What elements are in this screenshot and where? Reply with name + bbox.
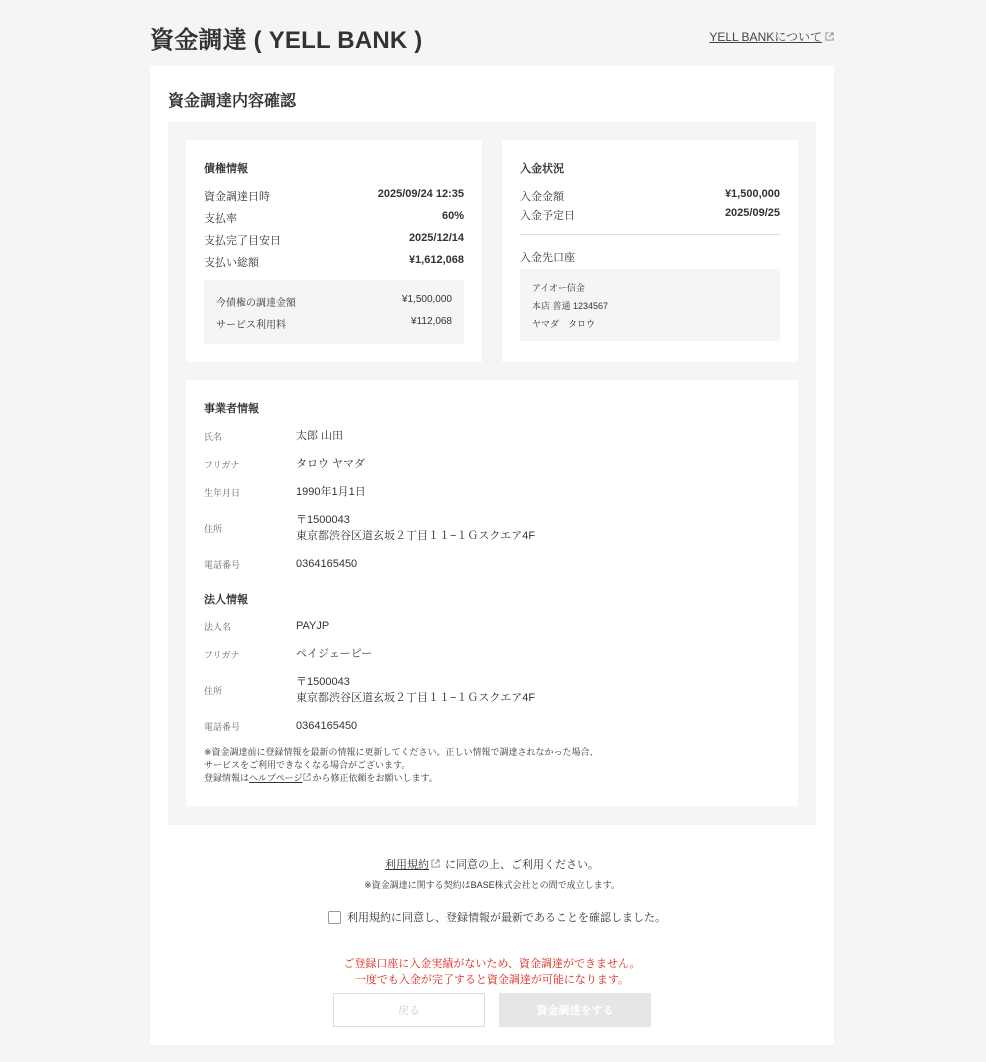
deposit-row bbox=[520, 207, 780, 223]
address: 東京都渋谷区道玄坂２丁目１１−１Ｇスクエア4F bbox=[296, 530, 536, 542]
info-value bbox=[296, 674, 535, 706]
notice-line: サービスをご利用できなくなる場合がございます。 bbox=[204, 760, 411, 770]
section-title: 資金調達内容確認 bbox=[168, 93, 297, 110]
info-label: 生年月日 bbox=[204, 487, 241, 498]
business-row bbox=[204, 512, 535, 544]
row-label: 入金予定日 bbox=[520, 210, 575, 222]
row-label: 入金金額 bbox=[520, 191, 564, 203]
address: 東京都渋谷区道玄坂２丁目１１−１Ｇスクエア4F bbox=[296, 692, 536, 704]
deposit-row bbox=[520, 188, 780, 204]
info-value: 1990年1月1日 bbox=[296, 486, 366, 498]
help-page-link[interactable]: ヘルプページ bbox=[249, 773, 303, 783]
deposit-status-box bbox=[502, 140, 798, 362]
info-label: 電話番号 bbox=[204, 559, 241, 570]
postal-code: 〒1500043 bbox=[296, 676, 350, 688]
row-value: ¥1,500,000 bbox=[724, 188, 780, 200]
divider bbox=[520, 234, 780, 235]
notice-text: 登録情報は bbox=[204, 773, 250, 783]
breakdown-label: サービス利用料 bbox=[216, 320, 286, 331]
info-value: PAYJP bbox=[296, 620, 330, 632]
info-value: ペイジェーピー bbox=[296, 648, 373, 660]
notice-line: ※資金調達前に登録情報を最新の情報に更新してください。正しい情報で調達されなかった場合、 bbox=[204, 747, 599, 757]
breakdown-value: ¥112,068 bbox=[411, 316, 452, 327]
terms-line bbox=[150, 856, 834, 872]
row-label: 支払率 bbox=[204, 213, 237, 225]
credit-info-title: 債権情報 bbox=[204, 163, 248, 175]
row-value: 2025/09/25 bbox=[724, 207, 780, 219]
breakdown-row bbox=[216, 294, 452, 309]
notice-text: から修正依頼をお願いします。 bbox=[312, 773, 438, 783]
info-label: 住所 bbox=[204, 523, 223, 534]
credit-row bbox=[204, 210, 464, 226]
info-value: タロウ ヤマダ bbox=[296, 458, 366, 470]
info-label: フリガナ bbox=[204, 649, 240, 660]
business-info-box bbox=[186, 380, 798, 806]
external-link-icon bbox=[431, 859, 440, 868]
confirmation-card bbox=[150, 66, 834, 1045]
row-label: 支払完了目安日 bbox=[204, 235, 281, 247]
info-label: 住所 bbox=[204, 685, 223, 696]
account-line: ヤマダ タロウ bbox=[532, 319, 596, 329]
corporate-row bbox=[204, 646, 372, 662]
info-value: 0364165450 bbox=[296, 720, 358, 732]
credit-info-box bbox=[186, 140, 482, 362]
notice-line bbox=[204, 772, 599, 785]
external-link-icon bbox=[303, 773, 311, 781]
info-value: 0364165450 bbox=[296, 558, 358, 570]
page-title: 資金調達 ( YELL BANK ) bbox=[150, 27, 423, 54]
submit-funding-button[interactable]: 資金調達をする bbox=[499, 993, 651, 1027]
corporate-info-title: 法人情報 bbox=[204, 594, 248, 606]
error-message bbox=[150, 956, 834, 988]
credit-row bbox=[204, 254, 464, 270]
info-label: 法人名 bbox=[204, 621, 232, 632]
corporate-row bbox=[204, 674, 535, 706]
external-link-icon bbox=[825, 32, 834, 41]
business-row bbox=[204, 484, 366, 500]
credit-row bbox=[204, 188, 464, 204]
credit-breakdown-box bbox=[204, 280, 464, 344]
row-value: 2025/09/24 12:35 bbox=[377, 188, 464, 200]
breakdown-row bbox=[216, 316, 452, 331]
row-label: 支払い総額 bbox=[204, 257, 259, 269]
error-line: ご登録口座に入金実績がないため、資金調達ができません。 bbox=[343, 958, 641, 970]
business-info-title: 事業者情報 bbox=[204, 403, 259, 415]
row-value: 60% bbox=[441, 210, 464, 222]
agreement-checkbox-row[interactable] bbox=[328, 909, 666, 925]
contract-note: ※資金調達に関する契約はBASE株式会社との間で成立します。 bbox=[364, 880, 620, 890]
row-value: 2025/12/14 bbox=[408, 232, 464, 244]
corporate-row bbox=[204, 618, 329, 634]
terms-link[interactable]: 利用規約 bbox=[384, 859, 429, 871]
back-button[interactable]: 戻る bbox=[333, 993, 485, 1027]
error-line: 一度でも入金が完了すると資金調達が可能になります。 bbox=[354, 974, 630, 986]
info-label: 電話番号 bbox=[204, 721, 241, 732]
business-row bbox=[204, 428, 343, 444]
agreement-checkbox[interactable] bbox=[328, 911, 341, 924]
deposit-status-title: 入金状況 bbox=[520, 163, 564, 175]
terms-text: に同意の上、ご利用ください。 bbox=[441, 859, 600, 871]
credit-row bbox=[204, 232, 464, 248]
account-line: アイオー信金 bbox=[532, 283, 585, 293]
info-value bbox=[296, 512, 535, 544]
info-label: 氏名 bbox=[204, 431, 223, 442]
corporate-row bbox=[204, 718, 357, 734]
account-label: 入金先口座 bbox=[520, 252, 575, 264]
info-label: フリガナ bbox=[204, 459, 240, 470]
about-yell-bank-link[interactable] bbox=[709, 28, 834, 45]
info-value: 太郎 山田 bbox=[296, 430, 344, 442]
business-row bbox=[204, 456, 365, 472]
row-value: ¥1,612,068 bbox=[408, 254, 464, 266]
business-row bbox=[204, 556, 357, 572]
postal-code: 〒1500043 bbox=[296, 514, 350, 526]
account-line: 本店 普通 1234567 bbox=[532, 301, 609, 311]
row-label: 資金調達日時 bbox=[204, 191, 270, 203]
breakdown-value: ¥1,500,000 bbox=[401, 294, 452, 305]
agreement-checkbox-label[interactable]: 利用規約に同意し、登録情報が最新であることを確認しました。 bbox=[347, 912, 666, 924]
info-panel bbox=[168, 122, 816, 825]
about-link-label: YELL BANKについて bbox=[709, 30, 822, 44]
update-notice bbox=[204, 746, 599, 785]
breakdown-label: 今債権の調達金額 bbox=[216, 298, 296, 309]
account-details-box bbox=[520, 269, 780, 341]
